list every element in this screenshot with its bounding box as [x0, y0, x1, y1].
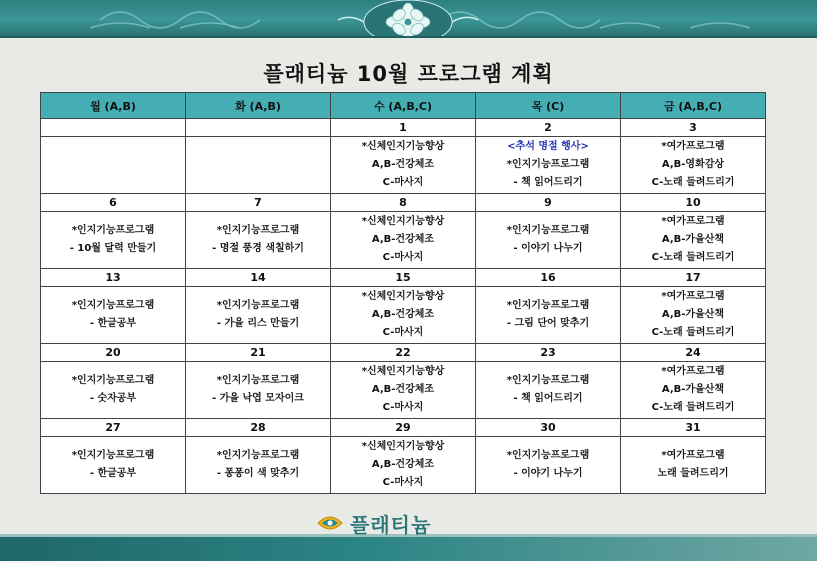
activity-line: - 숫자공부 — [89, 393, 137, 404]
activity-line: *여가프로그램 — [661, 450, 725, 461]
activity-line: A,B-건강체조 — [371, 234, 435, 245]
activity-row — [41, 287, 766, 344]
activity-line: A,B-건강체조 — [371, 159, 435, 170]
activity-line: *인지기능프로그램 — [216, 375, 300, 386]
activity-line: *인지기능프로그램 — [216, 300, 300, 311]
activity-cell — [476, 362, 621, 419]
event-highlight: <추석 명절 행사> — [507, 141, 589, 152]
date-number: 20 — [41, 344, 186, 362]
calendar-table — [40, 92, 766, 494]
weekday-header: 월 (A,B) — [41, 93, 186, 119]
activity-line: A,B-가을산책 — [661, 384, 725, 395]
date-number: 23 — [476, 344, 621, 362]
activity-cell — [41, 437, 186, 494]
date-number: 3 — [621, 119, 766, 137]
activity-row — [41, 362, 766, 419]
activity-line: *여가프로그램 — [661, 291, 725, 302]
activity-line: - 10월 달력 만들기 — [69, 243, 157, 254]
activity-cell — [41, 212, 186, 269]
activity-line: C-마사지 — [382, 327, 424, 338]
date-number: 17 — [621, 269, 766, 287]
activity-cell — [186, 287, 331, 344]
weekday-header: 금 (A,B,C) — [621, 93, 766, 119]
date-number: 14 — [186, 269, 331, 287]
page-title: 플래티늄 10월 프로그램 계획 — [263, 62, 554, 86]
date-number: 16 — [476, 269, 621, 287]
activity-line: *인지기능프로그램 — [506, 300, 590, 311]
activity-line: - 한글공부 — [89, 468, 137, 479]
activity-line: *인지기능프로그램 — [71, 225, 155, 236]
activity-line: A,B-가을산책 — [661, 309, 725, 320]
activity-line: - 가을 낙엽 모자이크 — [212, 393, 304, 404]
activity-line: 노래 들려드리기 — [657, 468, 729, 479]
activity-line: C-마사지 — [382, 402, 424, 413]
activity-cell — [621, 437, 766, 494]
activity-cell — [476, 212, 621, 269]
activity-row — [41, 437, 766, 494]
date-number: 27 — [41, 419, 186, 437]
activity-line: *여가프로그램 — [661, 366, 725, 377]
date-number: 13 — [41, 269, 186, 287]
weekday-header: 화 (A,B) — [186, 93, 331, 119]
activity-line: C-노래 들려드리기 — [651, 402, 735, 413]
activity-cell — [621, 362, 766, 419]
activity-row — [41, 212, 766, 269]
date-number: 10 — [621, 194, 766, 212]
weekday-header: 수 (A,B,C) — [331, 93, 476, 119]
date-number: 24 — [621, 344, 766, 362]
activity-line: - 그림 단어 맞추기 — [506, 318, 590, 329]
date-number: 21 — [186, 344, 331, 362]
date-number: 2 — [476, 119, 621, 137]
activity-cell — [621, 137, 766, 194]
activity-cell — [476, 137, 621, 194]
lotus-ornament-icon — [0, 0, 817, 36]
activity-line: *인지기능프로그램 — [71, 450, 155, 461]
activity-line: - 책 읽어드리기 — [513, 177, 583, 188]
activity-line: *신체인지기능향상 — [361, 291, 445, 302]
weekday-header-row — [41, 93, 766, 119]
activity-line: - 가을 리스 만들기 — [216, 318, 300, 329]
top-decorative-band — [0, 0, 817, 38]
platinum-logo-icon — [316, 512, 344, 534]
activity-row — [41, 137, 766, 194]
activity-cell — [41, 362, 186, 419]
activity-line: *인지기능프로그램 — [506, 159, 590, 170]
date-number-row — [41, 194, 766, 212]
brand-name: 플래티늄 — [350, 512, 432, 537]
date-number: 22 — [331, 344, 476, 362]
date-number: 1 — [331, 119, 476, 137]
activity-line: *인지기능프로그램 — [506, 450, 590, 461]
activity-line: C-노래 들려드리기 — [651, 252, 735, 263]
date-number: 8 — [331, 194, 476, 212]
activity-cell — [186, 362, 331, 419]
date-number-row — [41, 419, 766, 437]
activity-cell — [331, 137, 476, 194]
activity-line: C-마사지 — [382, 252, 424, 263]
activity-cell — [331, 212, 476, 269]
date-number: 31 — [621, 419, 766, 437]
activity-line: *인지기능프로그램 — [71, 300, 155, 311]
activity-line: A,B-건강체조 — [371, 459, 435, 470]
date-number: 28 — [186, 419, 331, 437]
activity-line: - 명절 풍경 색칠하기 — [212, 243, 304, 254]
activity-cell — [41, 137, 186, 194]
activity-line: - 책 읽어드리기 — [513, 393, 583, 404]
activity-cell — [621, 212, 766, 269]
date-number: 7 — [186, 194, 331, 212]
activity-cell — [476, 437, 621, 494]
activity-cell — [41, 287, 186, 344]
activity-line: *신체인지기능향상 — [361, 141, 445, 152]
bottom-decorative-band — [0, 537, 817, 561]
activity-cell — [331, 362, 476, 419]
date-number-row — [41, 119, 766, 137]
date-number-row — [41, 344, 766, 362]
activity-line: - 한글공부 — [89, 318, 137, 329]
activity-line: *신체인지기능향상 — [361, 441, 445, 452]
date-number — [41, 119, 186, 137]
date-number: 9 — [476, 194, 621, 212]
date-number: 15 — [331, 269, 476, 287]
activity-line: A,B-가을산책 — [661, 234, 725, 245]
brand-logo — [316, 510, 431, 536]
activity-line: *신체인지기능향상 — [361, 216, 445, 227]
activity-cell — [186, 212, 331, 269]
activity-line: *신체인지기능향상 — [361, 366, 445, 377]
date-number — [186, 119, 331, 137]
activity-cell — [331, 437, 476, 494]
date-number: 30 — [476, 419, 621, 437]
activity-line: *여가프로그램 — [661, 216, 725, 227]
activity-cell — [186, 437, 331, 494]
weekday-header: 목 (C) — [476, 93, 621, 119]
activity-cell — [186, 137, 331, 194]
activity-line: C-마사지 — [382, 477, 424, 488]
activity-line: A,B-건강체조 — [371, 309, 435, 320]
activity-cell — [331, 287, 476, 344]
activity-line: C-마사지 — [382, 177, 424, 188]
activity-line: C-노래 들려드리기 — [651, 177, 735, 188]
activity-line: - 퐁퐁이 색 맞추기 — [216, 468, 300, 479]
calendar-body — [41, 119, 766, 494]
activity-cell — [476, 287, 621, 344]
activity-cell — [621, 287, 766, 344]
date-number-row — [41, 269, 766, 287]
activity-line: *인지기능프로그램 — [216, 225, 300, 236]
activity-line: *인지기능프로그램 — [216, 450, 300, 461]
activity-line: *여가프로그램 — [661, 141, 725, 152]
activity-line: *인지기능프로그램 — [506, 225, 590, 236]
date-number: 29 — [331, 419, 476, 437]
activity-line: *인지기능프로그램 — [71, 375, 155, 386]
activity-line: A,B-건강체조 — [371, 384, 435, 395]
date-number: 6 — [41, 194, 186, 212]
activity-line: A,B-영화감상 — [661, 159, 725, 170]
activity-line: C-노래 들려드리기 — [651, 327, 735, 338]
activity-line: - 이야기 나누기 — [513, 243, 583, 254]
activity-line: *인지기능프로그램 — [506, 375, 590, 386]
activity-line: - 이야기 나누기 — [513, 468, 583, 479]
